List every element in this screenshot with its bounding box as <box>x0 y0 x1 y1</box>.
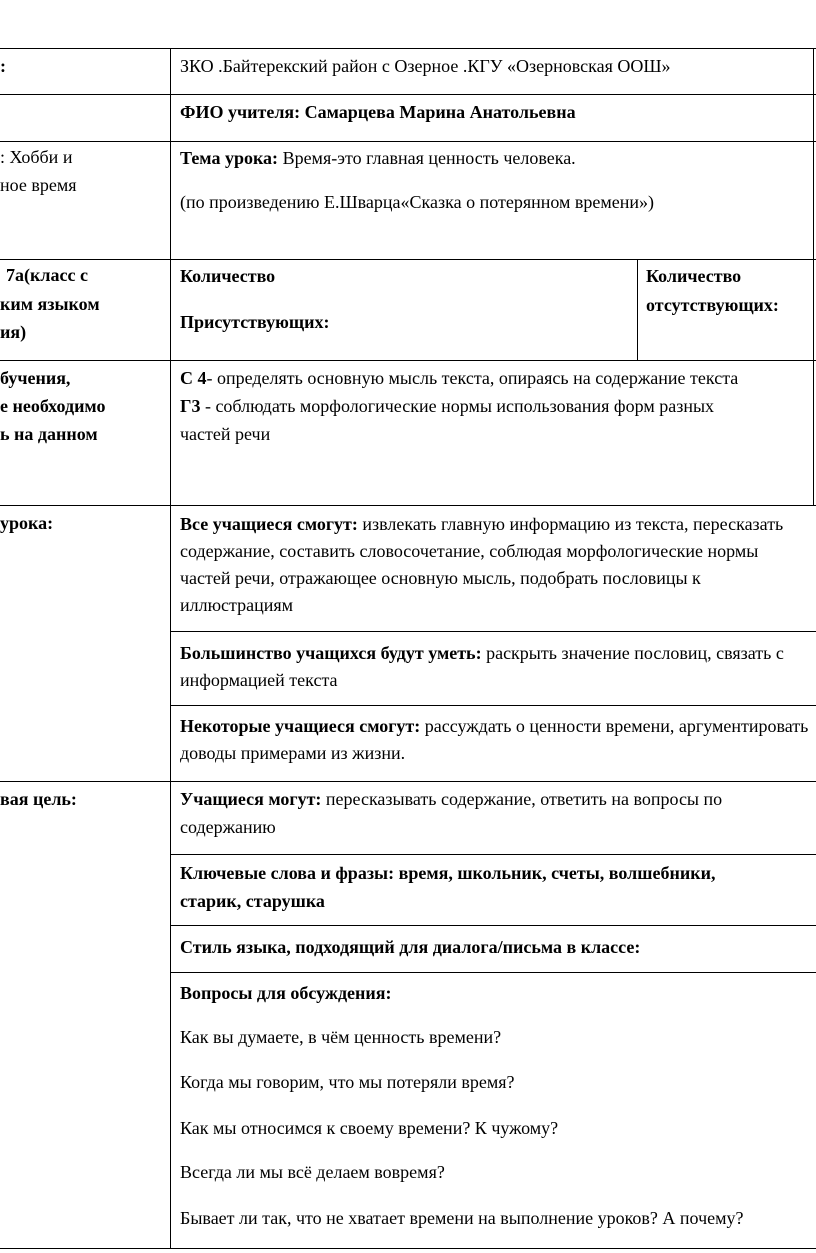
row-divider <box>0 141 816 142</box>
goal-some-text: рассуждать о ценности времени, аргументировать доводы примерами из жизни. <box>180 716 809 763</box>
table-border-bottom <box>0 1248 816 1249</box>
left-label-language-goal: вая цель: <box>0 789 77 809</box>
goal-some-label: Некоторые учащиеся смогут: <box>180 716 421 736</box>
language-goal-can-line2: содержанию <box>180 817 276 837</box>
column-divider <box>170 48 171 1249</box>
absent-count-label-line1: Количество <box>646 266 742 286</box>
left-label-objectives-line2: е необходимо <box>0 396 106 416</box>
language-goal-can-label: Учащиеся могут: <box>180 789 322 809</box>
subrow-divider <box>170 925 816 926</box>
present-count-label-line2: Присутствующих: <box>180 312 330 332</box>
subrow-divider <box>170 854 816 855</box>
subrow-divider <box>170 705 816 706</box>
left-label-row1: : <box>0 56 6 76</box>
discussion-question: Бывает ли так, что не хватает времени на выполнение уроков? А почему? <box>180 1208 744 1228</box>
lesson-topic-label: Тема урока: <box>180 148 279 168</box>
goal-some-students <box>180 713 810 767</box>
subrow-divider <box>170 631 816 632</box>
objective-g3-code: Г3 <box>180 396 201 416</box>
subrow-divider <box>170 972 816 973</box>
left-label-lesson-goals: урока: <box>0 513 54 533</box>
left-label-class-line2: ким языком <box>0 294 100 314</box>
keywords-line2: старик, старушка <box>180 891 325 911</box>
keywords-line1: Ключевые слова и фразы: время, школьник, счеты, волшебники, <box>180 863 716 883</box>
left-label-objectives-line1: бучения, <box>0 368 71 388</box>
language-goal-can <box>180 788 722 810</box>
left-label-topic-line1: : Хобби и <box>0 147 73 167</box>
goal-all-text: извлекать главную информацию из текста, пересказать содержание, составить словосочетание, соблюдая морфологические нормы частей речи, отражающее основную мысль, подобрать пословицы к иллюстрациям <box>180 514 784 615</box>
absent-count-label-line2: отсутствующих: <box>646 295 779 315</box>
discussion-question: Как вы думаете, в чём ценность времени? <box>180 1027 502 1047</box>
row-divider <box>0 259 816 260</box>
goal-most-text: раскрыть значение пословиц, связать с информацией текста <box>180 643 784 690</box>
discussion-question: Всегда ли мы всё делаем вовремя? <box>180 1162 445 1182</box>
goal-all-students <box>180 511 810 619</box>
discussion-question: Когда мы говорим, что мы потеряли время? <box>180 1072 515 1092</box>
objective-c4-text: - определять основную мысль текста, опираясь на содержание текста <box>206 368 739 388</box>
table-border-right <box>813 48 814 506</box>
objective-g3-line2: частей речи <box>180 424 271 444</box>
discussion-questions-label: Вопросы для обсуждения: <box>180 983 392 1003</box>
left-label-topic-line2: ное время <box>0 175 77 195</box>
goal-most-label: Большинство учащихся будут уметь: <box>180 643 482 663</box>
attendance-column-divider <box>637 259 638 360</box>
row-divider <box>0 505 816 506</box>
objective-c4 <box>180 367 738 389</box>
present-count-label-line1: Количество <box>180 266 276 286</box>
goal-all-label: Все учащиеся смогут: <box>180 514 358 534</box>
goal-most-students <box>180 640 810 694</box>
lesson-topic <box>180 147 576 169</box>
discussion-question: Как мы относимся к своему времени? К чужому? <box>180 1118 559 1138</box>
lesson-topic-text: Время-это главная ценность человека. <box>278 148 576 168</box>
row-divider <box>0 360 816 361</box>
objective-g3-text: - соблюдать морфологические нормы использования форм разных <box>200 396 715 416</box>
left-label-topic <box>0 146 72 168</box>
row-divider <box>0 94 816 95</box>
left-label-class-line3: ия) <box>0 322 27 342</box>
row-divider <box>0 781 816 782</box>
left-label-objectives-line3: ь на данном <box>0 424 98 444</box>
language-goal-can-text: пересказывать содержание, ответить на вопросы по <box>321 789 723 809</box>
language-style: Стиль языка, подходящий для диалога/письма в классе: <box>180 937 641 957</box>
left-label-class-line1: 7а(класс с <box>6 265 88 285</box>
teacher-name: ФИО учителя: Самарцева Марина Анатольевна <box>180 102 576 122</box>
table-border-top <box>0 48 816 49</box>
objective-g3 <box>180 395 714 417</box>
objective-c4-code: С 4 <box>180 368 207 388</box>
lesson-topic-source: (по произведению Е.Шварца«Сказка о потерянном времени») <box>180 192 655 212</box>
school-info: ЗКО .Байтерекский район с Озерное .КГУ «Озерновская ООШ» <box>180 56 671 76</box>
